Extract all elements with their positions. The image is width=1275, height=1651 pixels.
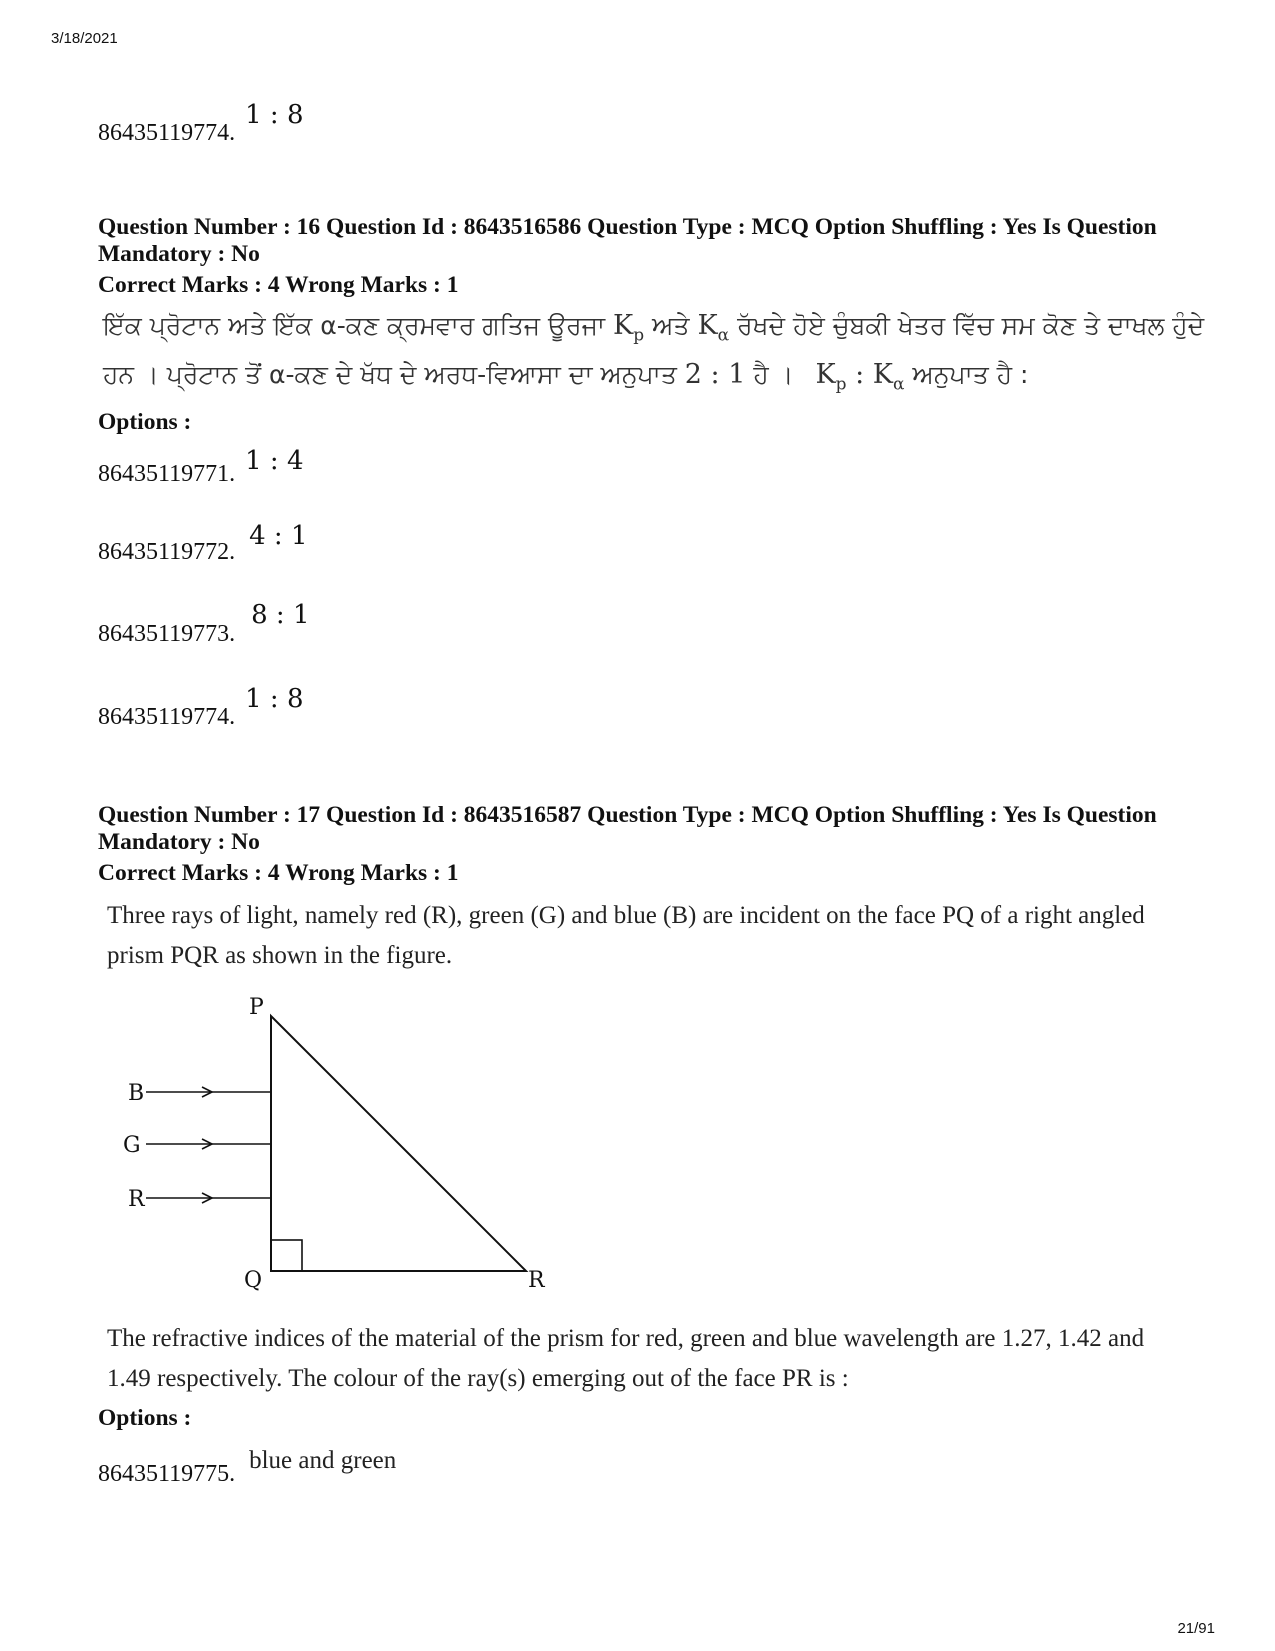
kp-kalpha-ratio: $K_p$ : $K_\alpha$ [815, 359, 905, 395]
option-id: 86435119773. [98, 621, 236, 647]
q17-meta [98, 802, 1158, 887]
q17-meta-line2: Correct Marks : 4 Wrong Marks : 1 [98, 860, 459, 886]
q16-option-1[interactable] [98, 446, 304, 487]
print-date: 3/18/2021 [51, 30, 118, 47]
q16-text-1b: ਅਤੇ [652, 311, 690, 340]
label-R: R [528, 1268, 545, 1293]
option-id: 86435119774. [98, 120, 236, 146]
option-id: 86435119774. [98, 704, 236, 730]
radius-ratio: 2 : 1 [684, 359, 746, 391]
q17-meta-line1: Question Number : 17 Question Id : 8643516587 Question Type : MCQ Option Shuffling : Yes Is Question Mandatory : No [98, 802, 1157, 855]
q17-options-label: Options : [98, 1405, 192, 1431]
q16-meta [98, 214, 1158, 299]
q16-options-label: Options : [98, 409, 192, 435]
label-R-ray: R [128, 1187, 145, 1212]
label-P: P [249, 995, 264, 1020]
option-id: 86435119771. [98, 461, 236, 487]
option-value: 1 : 4 [245, 446, 304, 476]
option-value: 1 : 8 [245, 100, 304, 130]
q17-question-text: Three rays of light, namely red (R), green (G) and blue (B) are incident on the face PQ of a right angled prism PQR as shown in the figure. [107, 902, 1145, 969]
option-value: 4 : 1 [249, 521, 308, 551]
q16-text-2a: ਹਨ । ਪ੍ਰੋਟਾਨ ਤੋਂ α-ਕਣ ਦੇ ਖੱਧ ਦੇ ਅਰਧ-ਵਿਆਸਾ ਦਾ ਅਨੁਪਾਤ [103, 360, 677, 390]
q16-text-1c: ਰੱਖਦੇ ਹੋਏ ਚੁੰਬਕੀ ਖੇਤਰ ਵਿੱਚ ਸਮ ਕੋਣ ਤੇ ਦਾਖਲ ਹੁੰਦੇ [737, 311, 1205, 340]
q16-text-1a: ਇੱਕ ਪ੍ਰੋਟਾਨ ਅਤੇ ਇੱਕ α-ਕਣ ਕ੍ਰਮਵਾਰ ਗਤਿਜ ਊਰਜਾ [103, 311, 606, 340]
option-id: 86435119772. [98, 539, 236, 565]
option-value: 8 : 1 [251, 600, 310, 630]
label-B: B [128, 1081, 145, 1106]
prev-option [98, 100, 304, 146]
q16-meta-line2: Correct Marks : 4 Wrong Marks : 1 [98, 272, 459, 298]
option-value: 1 : 8 [245, 684, 304, 714]
q16-option-2[interactable] [98, 521, 308, 565]
q16-text-line1 [103, 310, 1204, 345]
option-value: blue and green [249, 1447, 397, 1474]
q16-text-2c: ਅਨੁਪਾਤ ਹੈ : [912, 360, 1029, 390]
prism-triangle [271, 1016, 526, 1271]
q16-text-line2 [103, 359, 1204, 394]
kalpha-symbol: $K_\alpha$ [697, 310, 730, 346]
q16-meta-line1: Question Number : 16 Question Id : 8643516586 Question Type : MCQ Option Shuffling : Yes Is Question Mandatory : No [98, 214, 1157, 267]
q16-text-2b: ਹੈ । [753, 360, 794, 390]
q16-option-4[interactable] [98, 684, 304, 730]
q16-question-text [103, 310, 1204, 395]
q17-question-text-2: The refractive indices of the material of the prism for red, green and blue wavelength are 1.27, 1.42 and 1.49 respectively. The colour of the ray(s) emerging out of the face PR is : [107, 1325, 1145, 1392]
right-angle-mark [271, 1240, 302, 1271]
page-number: 21/91 [1177, 1620, 1215, 1637]
label-G: G [123, 1133, 141, 1158]
prism-figure [110, 988, 570, 1298]
kp-symbol: $K_p$ [613, 310, 645, 346]
q16-option-3[interactable] [98, 600, 310, 647]
incident-rays [146, 1087, 271, 1203]
q17-option-1[interactable] [98, 1447, 397, 1487]
label-Q: Q [244, 1268, 263, 1293]
option-id: 86435119775. [98, 1461, 236, 1487]
